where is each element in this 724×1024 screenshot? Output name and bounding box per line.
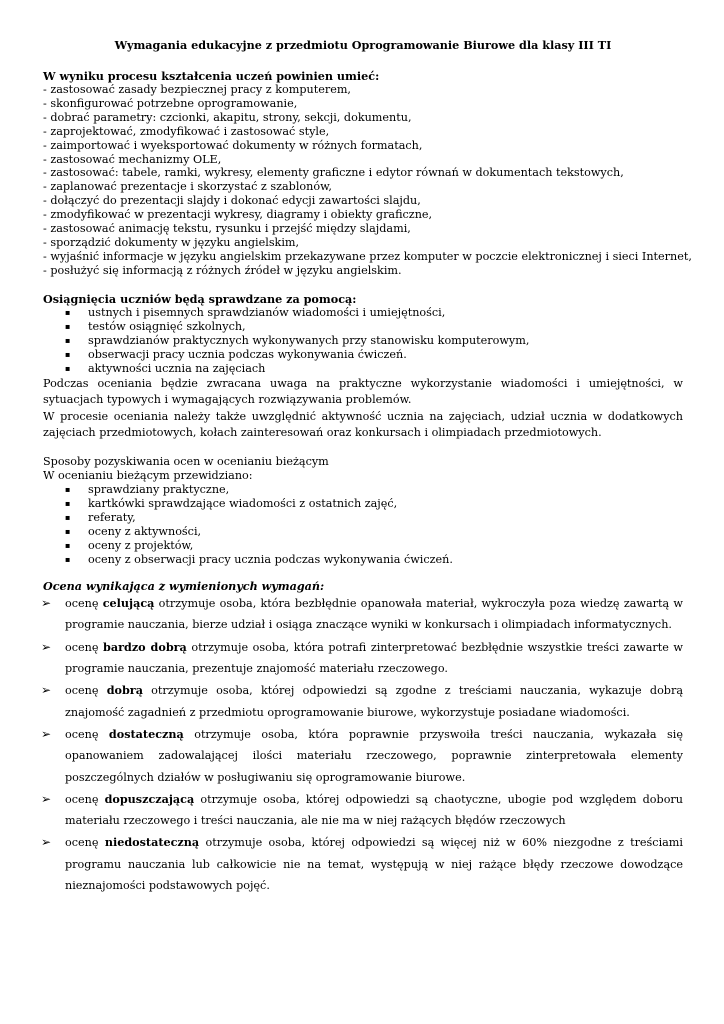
arrow-bullet-icon: ➢ xyxy=(41,683,52,698)
skill-item: - zastosować zasady bezpiecznej pracy z komputerem, xyxy=(43,83,351,96)
grade-name: dopuszczającą xyxy=(104,791,195,806)
achievements-paragraph-2: W procesie oceniania należy także uwzględnić aktywność ucznia na zajęciach, udział ucznia w dodatkowych zajęciach przedmiotowych, kołach zainteresowań oraz konkursach i olimpiadach przedmiotowych. xyxy=(43,409,683,439)
grade-prefix: ocenę xyxy=(65,684,107,698)
grade-description: otrzymuje osoba, która poprawnie przyswoiła treści nauczania, wykazała się opanowaniem zadowalającej ilości materiału rzeczowego, poprawnie zinterpretowała elementy poszczególnych działów w posługiwaniu się oprogramowanie biurowe. xyxy=(65,727,683,784)
skills-section xyxy=(43,69,692,278)
square-bullet-icon: ▪ xyxy=(65,349,71,359)
grade-description: otrzymuje osoba, która bezbłędnie opanowała materiał, wykroczyła poza wiedzę zawartą w programie nauczania, bierze udział i osiąga znaczące wyniki w konkursach i olimpiadach informatycznych. xyxy=(65,597,683,632)
grade-prefix: ocenę xyxy=(65,640,104,654)
skill-item: - zaprojektować, zmodyfikować i zastosować style, xyxy=(43,124,330,138)
grade-item xyxy=(43,724,683,788)
achievements-list xyxy=(43,306,683,376)
skill-item: - dobrać parametry: czcionki, akapitu, strony, sekcji, dokumentu, xyxy=(43,110,412,124)
achievement-item-text: testów osiągnięć szkolnych, xyxy=(88,319,246,333)
method-item-text: oceny z projektów, xyxy=(88,539,194,553)
grade-name: niedostateczną xyxy=(104,835,200,850)
method-item xyxy=(43,483,683,497)
achievements-heading: Osiągnięcia uczniów będą sprawdzane za pomocą: xyxy=(43,291,357,306)
grade-description: otrzymuje osoba, której odpowiedzi są zgodne z treściami nauczania, wykazuje dobrą znajomość zagadnień z przedmiotu oprogramowanie biurowe, wykorzystuje posiadane wiadomości. xyxy=(65,684,683,719)
skill-item: - zastosować mechanizmy OLE, xyxy=(43,152,222,166)
achievement-item xyxy=(43,320,683,334)
arrow-bullet-icon: ➢ xyxy=(41,726,52,741)
grades-list xyxy=(43,593,683,896)
square-bullet-icon: ▪ xyxy=(65,541,71,551)
grade-prefix: ocenę xyxy=(65,727,109,741)
grade-item xyxy=(43,789,683,832)
grade-description: otrzymuje osoba, której odpowiedzi są chaotyczne, ubogie pod względem doboru materiału rzeczowego i treści nauczania, ale nie ma w niej rażących błędów rzeczowych xyxy=(65,792,683,828)
method-item xyxy=(43,525,683,539)
arrow-bullet-icon: ➢ xyxy=(41,791,52,806)
achievement-item-text: sprawdzianów praktycznych wykonywanych przy stanowisku komputerowym, xyxy=(88,333,530,347)
grade-prefix: ocenę xyxy=(65,597,103,611)
square-bullet-icon: ▪ xyxy=(65,485,71,495)
grade-item xyxy=(43,832,683,896)
grade-item xyxy=(43,637,683,680)
skill-item: - zmodyfikować w prezentacji wykresy, diagramy i obiekty graficzne, xyxy=(43,208,433,222)
square-bullet-icon: ▪ xyxy=(65,527,71,537)
method-item xyxy=(43,511,683,525)
square-bullet-icon: ▪ xyxy=(65,335,71,345)
skills-list xyxy=(43,83,692,278)
achievement-item xyxy=(43,334,683,348)
grade-name: bardzo dobrą xyxy=(103,639,187,654)
method-item-text: kartkówki sprawdzające wiadomości z ostatnich zajęć, xyxy=(88,497,398,511)
methods-section xyxy=(43,455,683,567)
method-item-text: sprawdziany praktyczne, xyxy=(88,483,230,497)
square-bullet-icon: ▪ xyxy=(65,499,71,509)
grade-item xyxy=(43,593,683,636)
achievement-item-text: ustnych i pisemnych sprawdzianów wiadomości i umiejętności, xyxy=(88,305,446,319)
skill-item: - zastosować animację tekstu, rysunku i przejść między slajdami, xyxy=(43,222,411,236)
method-item-text: referaty, xyxy=(88,511,136,525)
square-bullet-icon: ▪ xyxy=(65,363,71,373)
grade-name: dobrą xyxy=(106,683,143,698)
grade-description: otrzymuje osoba, która potrafi zinterpretować bezbłędnie wszystkie treści zawarte w programie nauczania, prezentuje znajomość materiału rzeczowego. xyxy=(65,640,683,676)
methods-list xyxy=(43,483,683,567)
document-title: Wymagania edukacyjne z przedmiotu Oprogramowanie Biurowe dla klasy III TI xyxy=(114,38,612,52)
grades-heading: Ocena wynikająca z wymienionych wymagań: xyxy=(43,579,325,594)
skill-item: - sporządzić dokumenty w języku angielskim, xyxy=(43,235,300,249)
achievement-item xyxy=(43,348,683,362)
skill-item: - dołączyć do prezentacji slajdy i dokonać edycji zawartości slajdu, xyxy=(43,194,421,208)
square-bullet-icon: ▪ xyxy=(65,307,71,317)
skill-item: - zaimportować i wyeksportować dokumenty w różnych formatach, xyxy=(43,138,423,152)
skill-item: - posłużyć się informacją z różnych źródeł w języku angielskim. xyxy=(43,263,402,277)
skill-item: - skonfigurować potrzebne oprogramowanie, xyxy=(43,96,298,110)
arrow-bullet-icon: ➢ xyxy=(41,596,52,611)
square-bullet-icon: ▪ xyxy=(65,513,71,523)
method-item-text: oceny z obserwacji pracy ucznia podczas wykonywania ćwiczeń. xyxy=(88,553,453,567)
document-page xyxy=(41,38,692,897)
grade-item xyxy=(43,680,683,723)
arrow-bullet-icon: ➢ xyxy=(41,835,52,850)
grade-prefix: ocenę xyxy=(65,792,105,806)
achievement-item xyxy=(43,362,683,376)
method-item xyxy=(43,497,683,511)
square-bullet-icon: ▪ xyxy=(65,321,71,331)
achievement-item-text: aktywności ucznia na zajęciach xyxy=(88,361,266,375)
grade-prefix: ocenę xyxy=(65,836,105,850)
skill-item: - zaplanować prezentacje i skorzystać z szablonów, xyxy=(43,180,332,194)
achievement-item xyxy=(43,306,683,320)
grade-description: otrzymuje osoba, której odpowiedzi są więcej niż w 60% niezgodne z treściami programu nauczania lub całkowicie nie na temat, występują w niej rażące błędy rzeczowe dowodzące nieznajomości podstawowych pojęć. xyxy=(65,836,683,892)
method-item xyxy=(43,539,683,553)
grade-name: dostateczną xyxy=(108,726,184,741)
method-item-text: oceny z aktywności, xyxy=(88,525,202,539)
arrow-bullet-icon: ➢ xyxy=(41,639,52,654)
skill-item: - zastosować: tabele, ramki, wykresy, elementy graficzne i edytor równań w dokumentach tekstowych, xyxy=(43,166,624,180)
achievements-section xyxy=(43,292,683,442)
methods-line-1: Sposoby pozyskiwania ocen w ocenianiu bieżącym xyxy=(43,455,329,469)
grades-section xyxy=(43,579,683,896)
skills-heading: W wyniku procesu kształcenia uczeń powinien umieć: xyxy=(43,69,380,83)
achievement-item-text: obserwacji pracy ucznia podczas wykonywania ćwiczeń. xyxy=(88,347,407,361)
skill-item: - wyjaśnić informacje w języku angielskim przekazywane przez komputer w poczcie elektronicznej i sieci Internet, xyxy=(43,249,692,263)
method-item xyxy=(43,553,683,567)
achievements-paragraph-1: Podczas oceniania będzie zwracana uwaga na praktyczne wykorzystanie wiadomości i umiejętności, w sytuacjach typowych i wymagających rozwiązywania problemów. xyxy=(43,376,683,407)
methods-line-2: W ocenianiu bieżącym przewidziano: xyxy=(43,469,253,483)
grade-name: celującą xyxy=(102,596,155,611)
square-bullet-icon: ▪ xyxy=(65,555,71,565)
